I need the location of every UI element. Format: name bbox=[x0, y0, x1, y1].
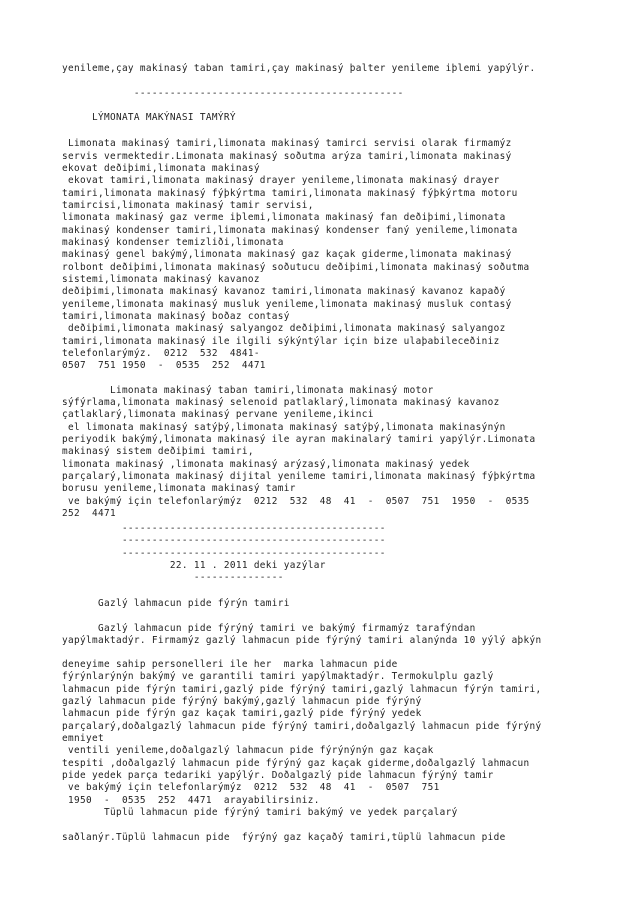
text-line: deneyime sahip personelleri ile her marka lahmacun pide bbox=[62, 659, 398, 670]
text-line: sistemi,limonata makinasý kavanoz bbox=[62, 274, 260, 285]
text-line: çatlaklarý,limonata makinasý pervane yenileme,ikinci bbox=[62, 409, 374, 420]
text-line: servis vermektedir.Limonata makinasý soðutma arýza tamiri,limonata makinasý bbox=[62, 151, 512, 162]
separator-line: -------------------------------------------- bbox=[62, 535, 386, 546]
text-line: limonata makinasý ,limonata makinasý arýzasý,limonata makinasý yedek bbox=[62, 459, 470, 470]
text-line: ve bakýmý için telefonlarýmýz 0212 532 48 41 - 0507 751 1950 - 0535 bbox=[62, 496, 530, 507]
text-line: Tüplü lahmacun pide fýrýný tamiri bakýmý ve yedek parçalarý bbox=[62, 807, 458, 818]
text-line: parçalarý,limonata makinasý dijital yenileme tamiri,limonata makinasý fýþkýrtma bbox=[62, 471, 536, 482]
text-line: borusu yenileme,limonata makinasý tamir bbox=[62, 483, 296, 494]
separator-line: -------------------------------------------- bbox=[62, 523, 386, 534]
separator-line: --------------------------------------------- bbox=[62, 88, 404, 99]
text-line: el limonata makinasý satýþý,limonata makinasý satýþý,limonata makinasýnýn bbox=[62, 422, 506, 433]
text-line: Gazlý lahmacun pide fýrýný tamiri ve bakýmý firmamýz tarafýndan bbox=[62, 623, 476, 634]
text-line: lahmacun pide fýrýn gaz kaçak tamiri,gazlý pide fýrýný yedek bbox=[62, 708, 422, 719]
text-line: fýrýnlarýnýn bakýmý ve garantili tamiri yapýlmaktadýr. Termokulplu gazlý bbox=[62, 671, 494, 682]
text-line: deðiþimi,limonata makinasý kavanoz tamiri,limonata makinasý kavanoz kapaðý bbox=[62, 286, 506, 297]
text-line: tamiri,limonata makinasý fýþkýrtma tamiri,limonata makinasý fýþkýrtma motoru bbox=[62, 188, 518, 199]
text-line: 1950 - 0535 252 4471 arayabilirsiniz. bbox=[62, 795, 320, 806]
text-line: sýfýrlama,limonata makinasý selenoid patlaklarý,limonata makinasý kavanoz bbox=[62, 397, 500, 408]
text-line: tamircisi,limonata makinasý tamir servisi, bbox=[62, 200, 314, 211]
text-line: makinasý sistem deðiþimi tamiri, bbox=[62, 446, 254, 457]
text-line: ve bakýmý için telefonlarýmýz 0212 532 48 41 - 0507 751 bbox=[62, 782, 440, 793]
separator-line: -------------------------------------------- bbox=[62, 548, 386, 559]
text-line: ekovat deðiþimi,limonata makinasý bbox=[62, 163, 260, 174]
text-line: yenileme,limonata makinasý musluk yenileme,limonata makinasý musluk contasý bbox=[62, 299, 512, 310]
text-line: lahmacun pide fýrýn tamiri,gazlý pide fýrýný tamiri,gazlý lahmacun fýrýn tamiri, bbox=[62, 684, 542, 695]
text-line: emniyet bbox=[62, 733, 104, 744]
separator-line: --------------- bbox=[62, 572, 284, 583]
text-line: tamiri,limonata makinasý boðaz contasý bbox=[62, 311, 290, 322]
text-line: 252 4471 bbox=[62, 508, 116, 519]
text-line: limonata makinasý gaz verme iþlemi,limonata makinasý fan deðiþimi,limonata bbox=[62, 212, 506, 223]
text-line: periyodik bakýmý,limonata makinasý ile ayran makinalarý tamiri yapýlýr.Limonata bbox=[62, 434, 536, 445]
text-line: parçalarý,doðalgazlý lahmacun pide fýrýný tamiri,doðalgazlý lahmacun pide fýrýný bbox=[62, 721, 542, 732]
text-line: ekovat tamiri,limonata makinasý drayer yenileme,limonata makinasý drayer bbox=[62, 175, 500, 186]
text-line: Limonata makinasý tamiri,limonata makinasý tamirci servisi olarak firmamýz bbox=[62, 138, 512, 149]
text-line: Limonata makinasý taban tamiri,limonata makinasý motor bbox=[62, 385, 434, 396]
text-line: deðiþimi,limonata makinasý salyangoz deðiþimi,limonata makinasý salyangoz bbox=[62, 323, 506, 334]
text-line: rolbont deðiþimi,limonata makinasý soðutucu deðiþimi,limonata makinasý soðutma bbox=[62, 262, 530, 273]
text-line: tespiti ,doðalgazlý lahmacun pide fýrýný gaz kaçak giderme,doðalgazlý lahmacun bbox=[62, 758, 530, 769]
text-line: yapýlmaktadýr. Firmamýz gazlý lahmacun pide fýrýný tamiri alanýnda 10 yýlý aþkýn bbox=[62, 635, 542, 646]
date-heading: 22. 11 . 2011 deki yazýlar bbox=[62, 560, 326, 571]
text-line: makinasý kondenser temizliði,limonata bbox=[62, 237, 284, 248]
text-line: makinasý genel bakýmý,limonata makinasý gaz kaçak giderme,limonata makinasý bbox=[62, 249, 512, 260]
text-line: tamiri,limonata makinasý ile ilgili sýkýntýlar için bize ulaþabileceðiniz bbox=[62, 336, 500, 347]
text-line: gazlý lahmacun pide fýrýný bakýmý,gazlý lahmacun pide fýrýný bbox=[62, 696, 422, 707]
text-line: pide yedek parça tedariki yapýlýr. Doðalgazlý pide lahmacun fýrýný tamir bbox=[62, 770, 494, 781]
text-line: 0507 751 1950 - 0535 252 4471 bbox=[62, 360, 266, 371]
text-line: makinasý kondenser tamiri,limonata makinasý kondenser faný yenileme,limonata bbox=[62, 225, 518, 236]
text-line: saðlanýr.Tüplü lahmacun pide fýrýný gaz kaçaðý tamiri,tüplü lahmacun pide bbox=[62, 832, 506, 843]
text-line: yenileme,çay makinasý taban tamiri,çay makinasý þalter yenileme iþlemi yapýlýr. bbox=[62, 63, 536, 74]
text-line: telefonlarýmýz. 0212 532 4841- bbox=[62, 348, 260, 359]
section-heading: LÝMONATA MAKÝNASI TAMÝRÝ bbox=[62, 112, 236, 123]
section-heading: Gazlý lahmacun pide fýrýn tamiri bbox=[62, 598, 290, 609]
text-line: ventili yenileme,doðalgazlý lahmacun pide fýrýnýnýn gaz kaçak bbox=[62, 745, 434, 756]
